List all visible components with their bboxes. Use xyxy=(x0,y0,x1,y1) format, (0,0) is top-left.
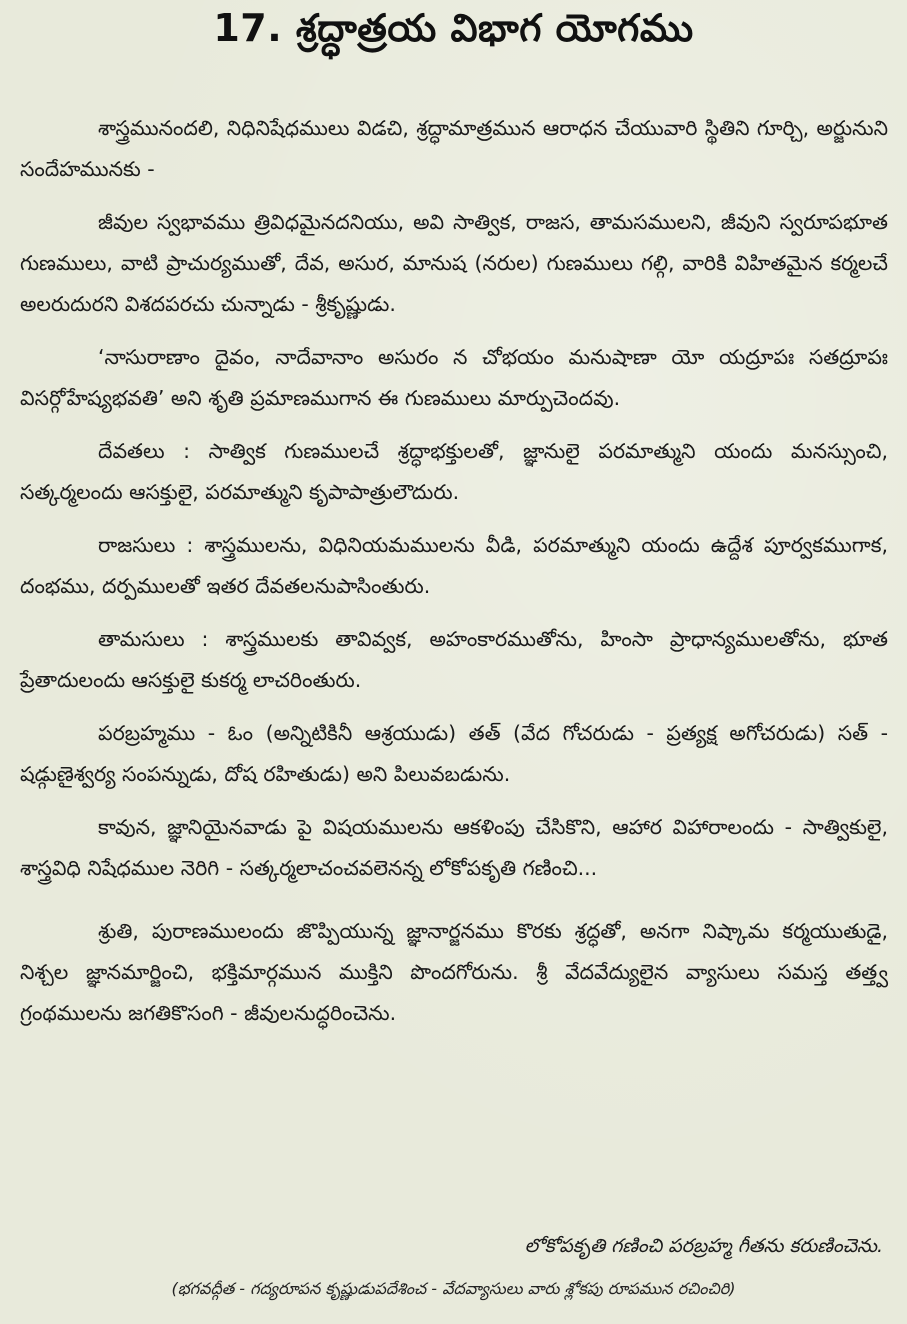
paragraph-shruti-quote: ‘నాసురాణాం దైవం, నాదేవానాం అసురం న చోభయం మనుషాణా యో యద్రూపః సతద్రూపః విసర్గోహేష్యభవతి’ అని శృతి ప్రమాణముగాన ఈ గుణములు మార్పుచెందవు. xyxy=(20,345,888,410)
paragraph-devatalu: దేవతలు : సాత్విక గుణములచే శ్రద్ధాభక్తులతో, జ్ఞానులై పరమాత్ముని యందు మనస్సుంచి, సత్కర్మలందు ఆసక్తులై, పరమాత్ముని కృపాపాత్రులౌదురు. xyxy=(20,439,888,504)
footnote: (భగవద్గీత - గద్యరూపన కృష్ణుడుపదేశించ - వేదవ్యాసులు వారు శ్లోకపు రూపమున రచించిరి) xyxy=(171,1279,736,1298)
paragraph-kavuna: కావున, జ్ఞానియైనవాడు పై విషయములను ఆకళింపు చేసికొని, ఆహార విహారాలందు - సాత్వికులై, శాస్త్రవిధి నిషేధముల నెరిగి - సత్కర్మలాచంచవలెనన్న లోకోపకృతి గణించి... xyxy=(20,815,888,880)
paragraph-rajasulu: రాజసులు : శాస్త్రములను, విధినియమములను వీడి, పరమాత్ముని యందు ఉద్దేశ పూర్వకముగాక, దంభము, దర్పములతో ఇతర దేవతలనుపాసింతురు. xyxy=(20,533,888,598)
paragraph-intro: శాస్త్రమునందలి, నిధినిషేధములు విడచి, శ్రద్ధామాత్రమున ఆరాధన చేయువారి స్థితిని గూర్చి, అర్జునుని సందేహమునకు - xyxy=(20,116,888,181)
body-text xyxy=(20,108,888,1046)
page-title: 17. శ్రద్ధాత్రయ విభాగ యోగము xyxy=(213,6,694,50)
paragraph-tamasulu: తామసులు : శాస్త్రములకు తావివ్వక, అహంకారముతోను, హింసా ప్రాధాన్యములతోను, భూత ప్రేతాదులందు ఆసక్తులై కుకర్మ లాచరింతురు. xyxy=(20,627,888,692)
paragraph-parabrahmamu: పరబ్రహ్మము - ఓం (అన్నిటికినీ ఆశ్రయుడు) తత్ (వేద గోచరుడు - ప్రత్యక్ష అగోచరుడు) సత్ - షడ్గుణైశ్వర్య సంపన్నుడు, దోష రహితుడు) అని పిలువబడును. xyxy=(20,721,888,786)
paragraph-nature-of-beings: జీవుల స్వభావము త్రివిధమైనదనియు, అవి సాత్విక, రాజస, తామసములని, జీవుని స్వరూపభూత గుణములు, వాటి ప్రాచుర్యముతో, దేవ, అసుర, మానుష (నరుల) గుణములు గల్గి, వారికి విహితమైన కర్మలచే అలరుదురని విశదపరచు చున్నాడు - శ్రీకృష్ణుడు. xyxy=(20,210,888,316)
closing-line: లోకోపకృతి గణించి పరబ్రహ్మ గీతను కరుణించెను. xyxy=(524,1235,883,1257)
paragraph-shruti-puranamulu: శ్రుతి, పురాణములందు జొప్పియున్న జ్ఞానార్జనము కొరకు శ్రద్ధతో, అనగా నిష్కామ కర్మయుతుడై, నిశ్చల జ్ఞానమార్జించి, భక్తిమార్గమున ముక్తిని పొందగోరును. శ్రీ వేదవేద్యులైన వ్యాసులు సమస్త తత్త్వ గ్రంథములను జగతికొసంగి - జీవులనుద్ధరించెను. xyxy=(20,919,888,1025)
